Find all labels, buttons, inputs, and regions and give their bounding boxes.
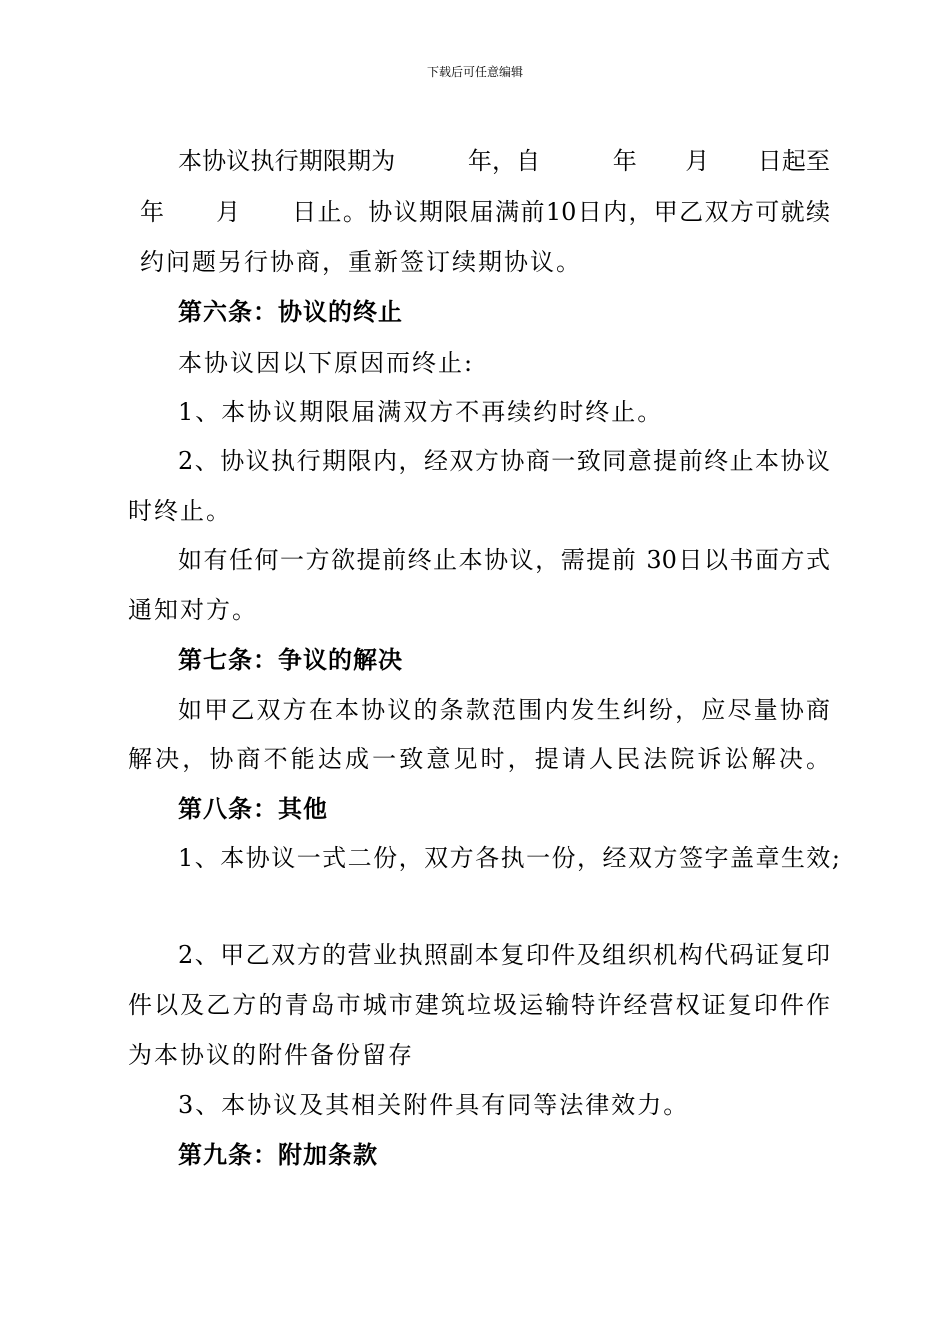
article6-title: 第六条：协议的终止	[178, 298, 403, 326]
article7-title: 第七条：争议的解决	[178, 646, 403, 674]
article8-item2-line3: 为本协议的附件备份留存	[128, 1041, 414, 1069]
page-header: 下载后可任意编辑	[426, 65, 523, 79]
article6-item1: 1、本协议期限届满双方不再续约时终止。	[178, 398, 664, 426]
article6-item2-line1: 2、协议执行期限内，经双方协商一致同意提前终止本协议	[178, 447, 830, 475]
article7-body-line2: 解决，协商不能达成一致意见时，提请人民法院诉讼解决。	[128, 745, 830, 773]
article8-title: 第八条：其他	[178, 795, 328, 823]
article6-notice-line1: 如有任何一方欲提前终止本协议，需提前 30日以书面方式	[178, 546, 830, 574]
term-line-1: 本协议执行期限期为 年，自 年 月 日起至	[178, 147, 830, 175]
term-line-3: 约问题另行协商，重新签订续期协议。	[140, 248, 582, 276]
term-line-2: 年 月 日止。协议期限届满前10日内，甲乙双方可就续	[140, 198, 830, 226]
article9-title: 第九条：附加条款	[178, 1141, 378, 1169]
article8-item2-line2: 件以及乙方的青岛市城市建筑垃圾运输特许经营权证复印件作	[128, 991, 830, 1019]
article6-item2-line2: 时终止。	[128, 497, 232, 525]
article8-item1: 1、本协议一式二份，双方各执一份，经双方签字盖章生效;	[178, 844, 840, 872]
article6-intro: 本协议因以下原因而终止:	[178, 349, 475, 377]
article6-notice-line2: 通知对方。	[128, 596, 258, 624]
article8-item3: 3、本协议及其相关附件具有同等法律效力。	[178, 1091, 690, 1119]
article8-item2-line1: 2、甲乙双方的营业执照副本复印件及组织机构代码证复印	[178, 941, 830, 969]
article7-body-line1: 如甲乙双方在本协议的条款范围内发生纠纷，应尽量协商	[178, 696, 830, 724]
